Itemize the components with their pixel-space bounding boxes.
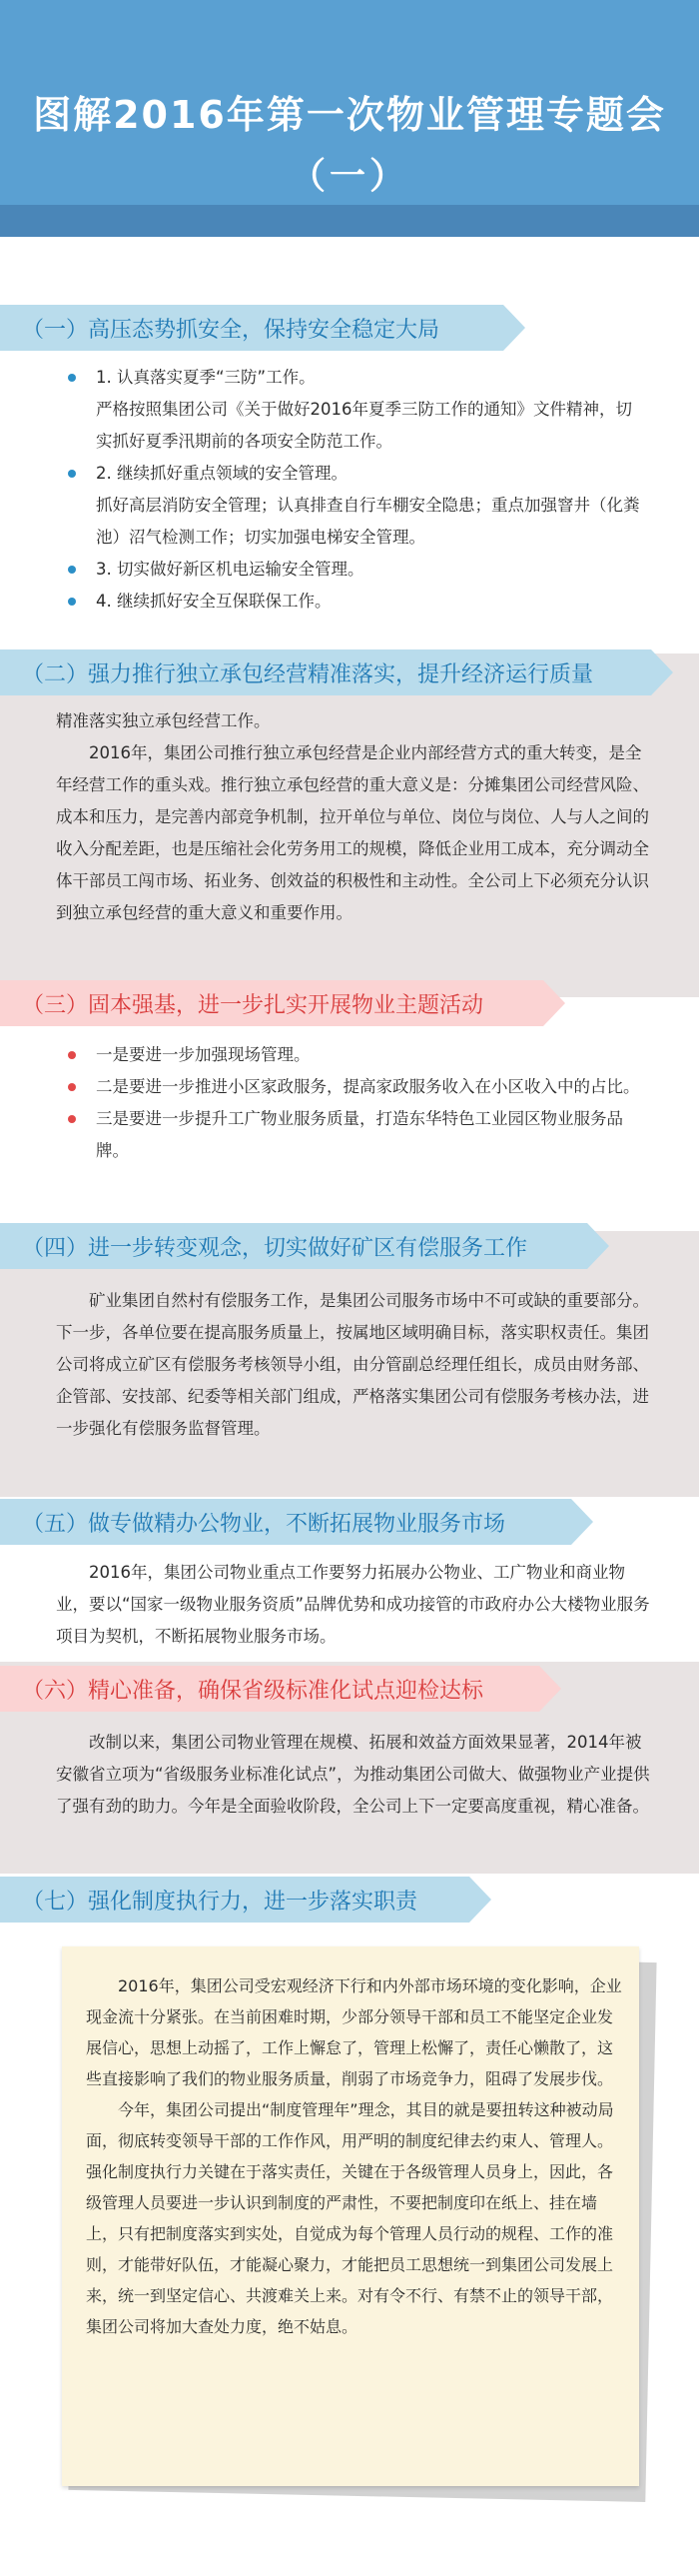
section-2-content [56,705,651,929]
list-item-detail: 抓好高层消防安全管理；认真排查自行车棚安全隐患；重点加强窨井（化粪池）沼气检测工作；切实加强电梯安全管理。 [96,496,640,547]
section-6-content [56,1727,651,1823]
section-4-content [56,1285,651,1445]
section-4-banner: （四）进一步转变观念，切实做好矿区有偿服务工作 [0,1223,587,1269]
section-1-content [56,362,645,618]
paragraph: 改制以来，集团公司物业管理在规模、拓展和效益方面效果显著，2014年被安徽省立项为“省级服务业标准化试点”，为推动集团公司做大、做强物业产业提供了强有劲的助力。今年是全面验收阶段，全公司上下一定要高度重视，精心准备。 [56,1733,650,1816]
paragraph: 2016年，集团公司受宏观经济下行和内外部市场环境的变化影响，企业现金流十分紧张。在当前困难时期，少部分领导干部和员工不能坚定企业发展信心，思想上动摇了，工作上懈怠了，管理上松懈了，责任心懒散了，这些直接影响了我们的物业服务质量，削弱了市场竞争力，阻碍了发展步伐。 [86,1976,622,2088]
paragraph: 2016年，集团公司推行独立承包经营是企业内部经营方式的重大转变，是全年经营工作的重头戏。推行独立承包经营的重大意义是：分摊集团公司经营风险、成本和压力，是完善内部竞争机制，拉开单位与单位、岗位与岗位、人与人之间的收入分配差距，也是压缩社会化劳务用工的规模，降低企业用工成本，充分调动全体干部员工闯市场、拓业务、创效益的积极性和主动性。全公司上下必须充分认识到独立承包经营的重大意义和重要作用。 [56,743,649,922]
list-item: 1. 认真落实夏季“三防”工作。 [56,362,645,394]
list-item: 3. 切实做好新区机电运输安全管理。 [56,554,645,586]
list-item: 2. 继续抓好重点领域的安全管理。 [56,458,645,490]
page-subtitle: （一） [289,156,409,197]
list-item: 4. 继续抓好安全互保联保工作。 [56,586,645,618]
list-item: 二是要进一步推进小区家政服务，提高家政服务收入在小区收入中的占比。 [56,1071,645,1103]
list-item-detail: 严格按照集团公司《关于做好2016年夏季三防工作的通知》文件精神，切实抓好夏季汛期前的各项安全防范工作。 [96,400,632,451]
section-1-banner: （一）高压态势抓安全，保持安全稳定大局 [0,305,503,351]
list-item: 一是要进一步加强现场管理。 [56,1039,645,1071]
bullet-dot-icon [68,1083,76,1091]
section-7-content [86,1970,627,2342]
list-item: 三是要进一步提升工广物业服务质量，打造东华特色工业园区物业服务品牌。 [56,1103,645,1167]
bullet-dot-icon [68,470,76,478]
bullet-dot-icon [68,566,76,574]
bullet-dot-icon [68,598,76,606]
section-7-banner: （七）强化制度执行力，进一步落实职责 [0,1877,469,1923]
paragraph: 矿业集团自然村有偿服务工作，是集团公司服务市场中不可或缺的重要部分。下一步，各单位要在提高服务质量上，按属地区域明确目标，落实职权责任。集团公司将成立矿区有偿服务考核领导小组，由分管副总经理任组长，成员由财务部、企管部、安技部、纪委等相关部门组成，严格落实集团公司有偿服务考核办法，进一步强化有偿服务监督管理。 [56,1291,649,1438]
section-3-content [56,1039,645,1167]
section-2-banner: （二）强力推行独立承包经营精准落实，提升经济运行质量 [0,649,651,695]
page-title: 图解2016年第一次物业管理专题会 [33,93,666,137]
header-band [0,205,699,237]
bullet-dot-icon [68,374,76,382]
paragraph: 2016年，集团公司物业重点工作要努力拓展办公物业、工广物业和商业物业，要以“国家一级物业服务资质”品牌优势和成功接管的市政府办公大楼物业服务项目为契机，不断拓展物业服务市场。 [56,1563,650,1646]
bullet-dot-icon [68,1115,76,1123]
section-3-banner: （三）固本强基，进一步扎实开展物业主题活动 [0,980,543,1026]
section-5-content [56,1557,651,1653]
bullet-dot-icon [68,1051,76,1059]
paragraph: 今年，集团公司提出“制度管理年”理念，其目的就是要扭转这种被动局面，彻底转变领导干部的工作作风，用严明的制度纪律去约束人、管理人。强化制度执行力关键在于落实责任，关键在于各级管理人员身上，因此，各级管理人员要进一步认识到制度的严肃性，不要把制度印在纸上、挂在墙上，只有把制度落实到实处，自觉成为每个管理人员行动的规程、工作的准则，才能带好队伍，才能凝心聚力，才能把员工思想统一到集团公司发展上来，统一到坚定信心、共渡难关上来。对有令不行、有禁不止的领导干部，集团公司将加大查处力度，绝不姑息。 [86,2100,614,2336]
section-6-banner: （六）精心准备，确保省级标准化试点迎检达标 [0,1666,539,1712]
section-5-banner: （五）做专做精办公物业，不断拓展物业服务市场 [0,1499,571,1545]
paragraph: 精准落实独立承包经营工作。 [56,711,271,730]
